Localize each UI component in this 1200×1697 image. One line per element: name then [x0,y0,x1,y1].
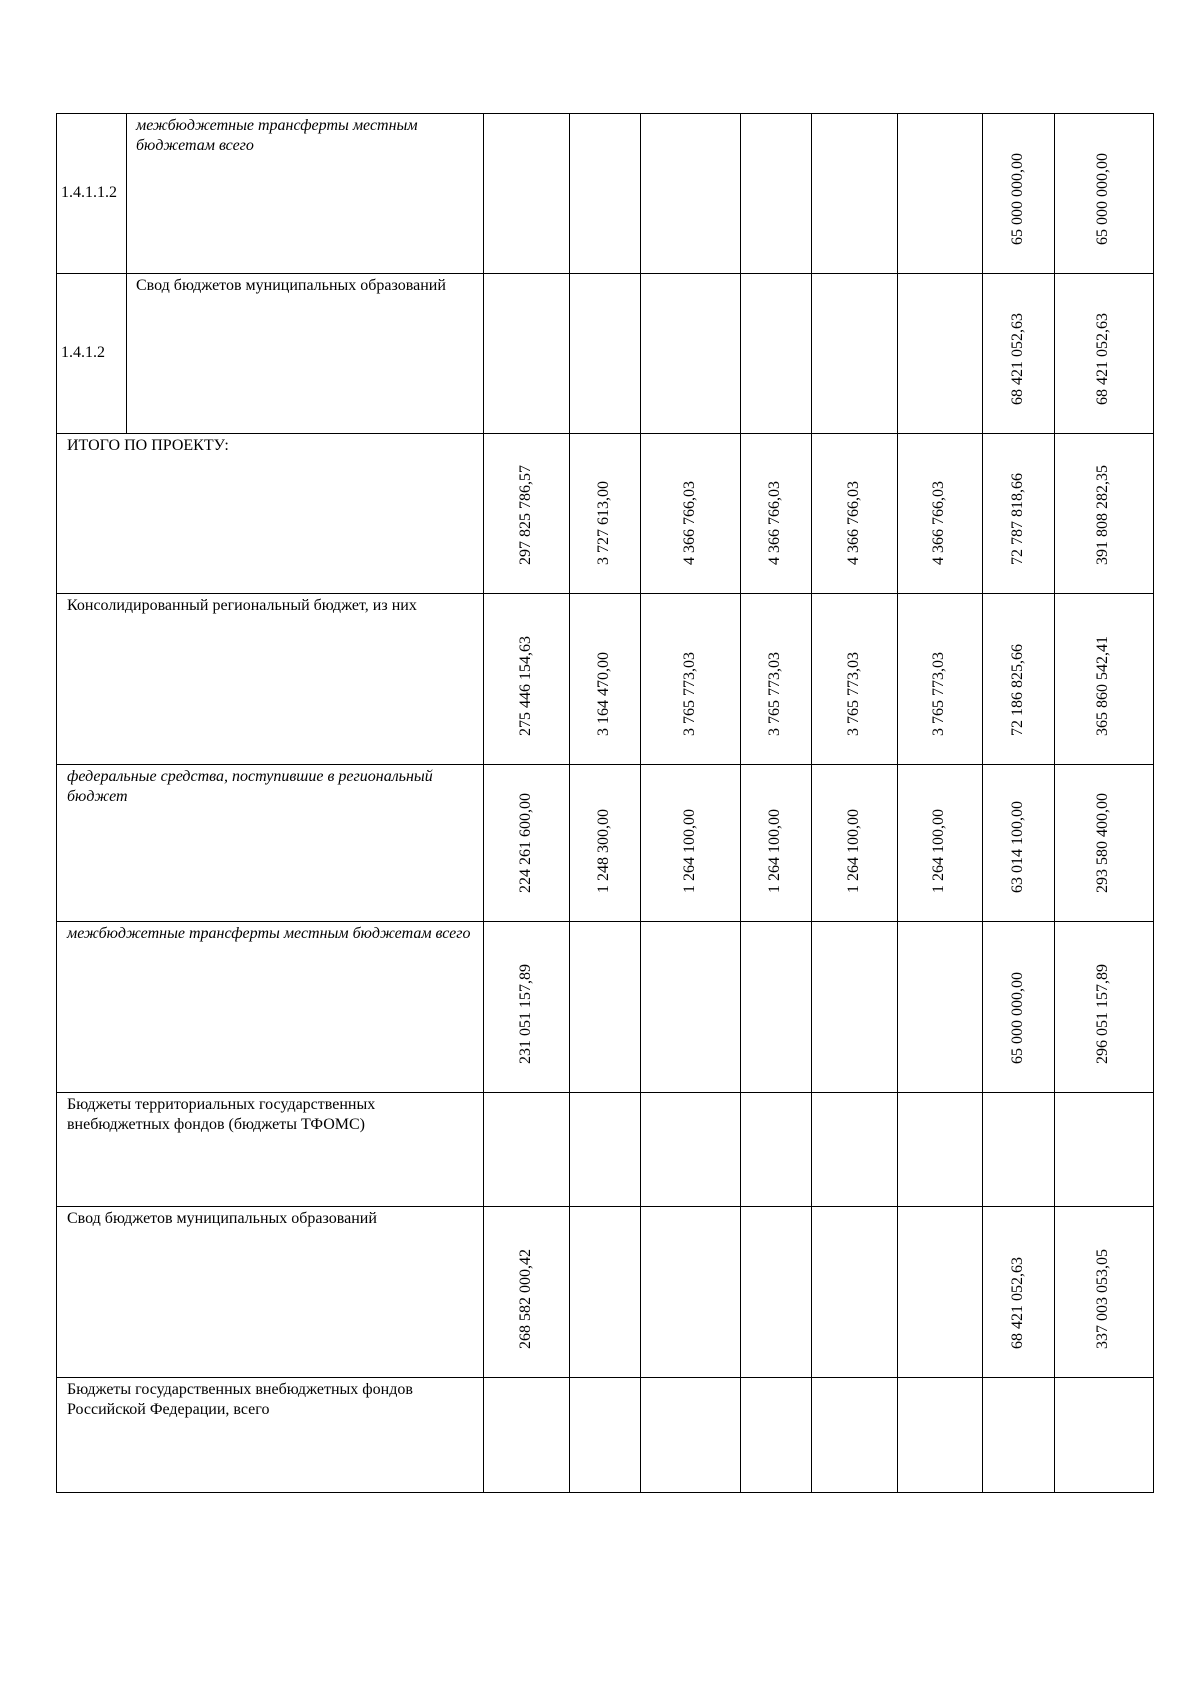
table-row [57,1207,1154,1378]
value-cell [898,594,983,765]
cell-value: 1 264 100,00 [844,809,862,893]
row-code-cell [57,274,127,434]
table-row [57,1378,1154,1493]
value-cell [1055,114,1154,274]
table-row [57,434,1154,594]
value-cell [741,594,812,765]
value-cell [983,594,1055,765]
cell-value: 4 366 766,03 [680,481,698,565]
cell-value: 224 261 600,00 [516,793,534,893]
row-label-cell [57,1378,484,1493]
row-label: межбюджетные трансферты местным бюджетам всего [136,117,418,154]
value-cell [812,1093,898,1207]
cell-value: 3 727 613,00 [595,481,612,565]
value-cell [812,274,898,434]
value-cell [484,765,570,922]
value-cell [641,922,741,1093]
value-cell [983,922,1055,1093]
cell-value: 63 014 100,00 [1008,801,1026,893]
value-cell [812,922,898,1093]
value-cell [641,434,741,594]
value-cell [898,1093,983,1207]
value-cell [641,1207,741,1378]
value-cell [741,274,812,434]
value-cell [484,1378,570,1493]
table-row [57,765,1154,922]
value-cell [898,274,983,434]
value-cell [570,434,641,594]
value-cell [983,1093,1055,1207]
cell-value: 72 787 818,66 [1008,473,1026,565]
row-code-cell [57,114,127,274]
table-row [57,1093,1154,1207]
value-cell [741,922,812,1093]
cell-value: 65 000 000,00 [1008,972,1026,1064]
cell-value: 231 051 157,89 [516,964,534,1064]
value-cell [570,922,641,1093]
row-label: федеральные средства, поступившие в региональный бюджет [67,768,433,805]
row-code: 1.4.1.2 [61,344,105,361]
cell-value: 1 264 100,00 [680,809,698,893]
cell-value: 65 000 000,00 [1094,153,1111,245]
cell-value: 3 164 470,00 [595,652,612,736]
cell-value: 391 808 282,35 [1094,465,1111,565]
value-cell [898,434,983,594]
value-cell [1055,1207,1154,1378]
value-cell [1055,922,1154,1093]
table-row [57,594,1154,765]
cell-value: 68 421 052,63 [1008,313,1026,405]
cell-value: 3 765 773,03 [844,652,862,736]
value-cell [641,594,741,765]
row-label: Бюджеты государственных внебюджетных фондов Российской Федерации, всего [67,1381,413,1418]
cell-value: 72 186 825,66 [1008,644,1026,736]
value-cell [484,1207,570,1378]
value-cell [484,274,570,434]
cell-value: 65 000 000,00 [1008,153,1026,245]
row-label: Свод бюджетов муниципальных образований [67,1210,377,1227]
table-row [57,274,1154,434]
row-label-cell [57,594,484,765]
value-cell [741,765,812,922]
row-label: Свод бюджетов муниципальных образований [136,277,446,294]
cell-value: 1 264 100,00 [930,809,947,893]
value-cell [898,114,983,274]
value-cell [812,765,898,922]
value-cell [741,1093,812,1207]
cell-value: 275 446 154,63 [516,636,534,736]
value-cell [741,1378,812,1493]
cell-value: 4 366 766,03 [930,481,947,565]
value-cell [1055,274,1154,434]
value-cell [641,765,741,922]
value-cell [983,434,1055,594]
row-label-cell [57,434,484,594]
value-cell [983,1378,1055,1493]
value-cell [983,1207,1055,1378]
value-cell [484,434,570,594]
row-label: ИТОГО ПО ПРОЕКТУ: [67,437,229,454]
value-cell [484,1093,570,1207]
value-cell [1055,434,1154,594]
budget-table [56,113,1154,1493]
value-cell [741,114,812,274]
value-cell [1055,594,1154,765]
value-cell [898,1207,983,1378]
cell-value: 268 582 000,42 [516,1249,534,1349]
value-cell [570,1378,641,1493]
cell-value: 296 051 157,89 [1094,964,1111,1064]
cell-value: 3 765 773,03 [766,652,783,736]
value-cell [484,114,570,274]
cell-value: 297 825 786,57 [516,465,534,565]
cell-value: 4 366 766,03 [766,481,783,565]
row-label: Бюджеты территориальных государственных внебюджетных фондов (бюджеты ТФОМС) [67,1096,376,1133]
value-cell [1055,1378,1154,1493]
row-label: межбюджетные трансферты местным бюджетам всего [67,925,471,942]
row-label: Консолидированный региональный бюджет, из них [67,597,417,614]
value-cell [741,1207,812,1378]
value-cell [898,922,983,1093]
row-label-cell [57,765,484,922]
cell-value: 337 003 053,05 [1094,1249,1111,1349]
value-cell [741,434,812,594]
table-row [57,922,1154,1093]
value-cell [812,1207,898,1378]
value-cell [812,1378,898,1493]
value-cell [1055,765,1154,922]
value-cell [983,114,1055,274]
row-label-cell [57,1207,484,1378]
cell-value: 293 580 400,00 [1094,793,1111,893]
value-cell [812,434,898,594]
value-cell [641,1093,741,1207]
row-label-cell [127,274,484,434]
cell-value: 3 765 773,03 [680,652,698,736]
cell-value: 365 860 542,41 [1094,636,1111,736]
table-row [57,114,1154,274]
value-cell [641,274,741,434]
row-label-cell [127,114,484,274]
value-cell [1055,1093,1154,1207]
row-code: 1.4.1.1.2 [61,184,117,201]
value-cell [983,274,1055,434]
value-cell [641,1378,741,1493]
value-cell [484,922,570,1093]
value-cell [898,765,983,922]
value-cell [812,114,898,274]
cell-value: 3 765 773,03 [930,652,947,736]
value-cell [570,114,641,274]
cell-value: 68 421 052,63 [1008,1257,1026,1349]
value-cell [641,114,741,274]
cell-value: 68 421 052,63 [1094,313,1111,405]
cell-value: 1 248 300,00 [595,809,612,893]
cell-value: 1 264 100,00 [766,809,783,893]
value-cell [570,1093,641,1207]
row-label-cell [57,1093,484,1207]
value-cell [983,765,1055,922]
value-cell [898,1378,983,1493]
value-cell [484,594,570,765]
cell-value: 4 366 766,03 [844,481,862,565]
row-label-cell [57,922,484,1093]
value-cell [570,1207,641,1378]
value-cell [570,765,641,922]
value-cell [570,274,641,434]
value-cell [570,594,641,765]
value-cell [812,594,898,765]
